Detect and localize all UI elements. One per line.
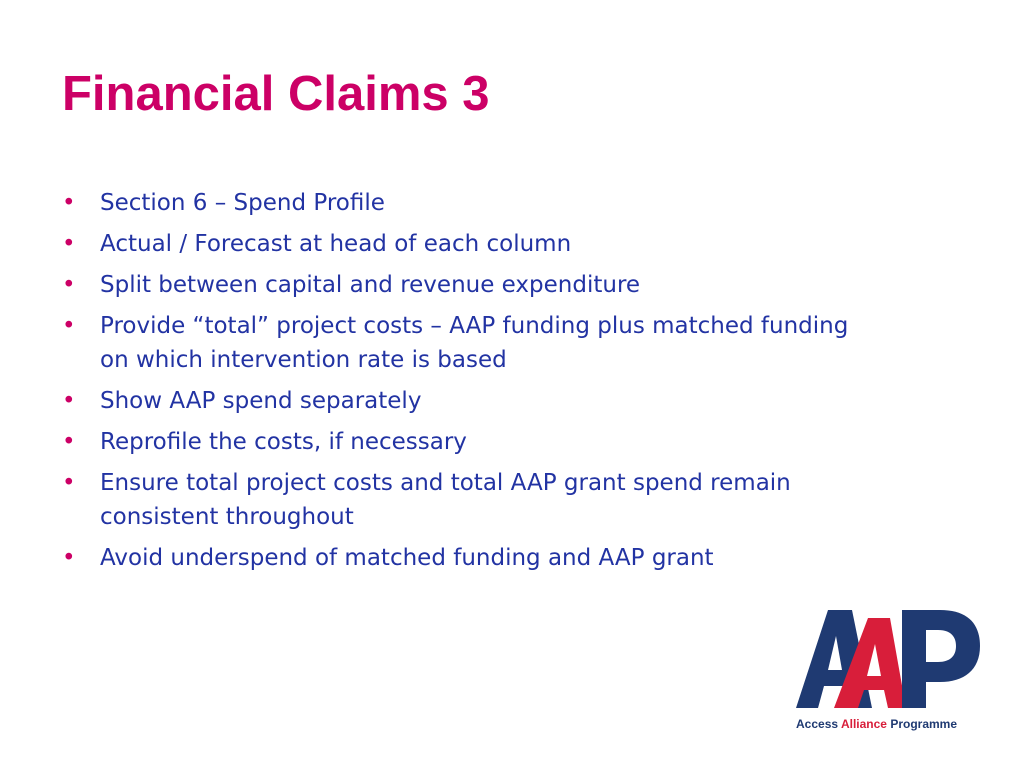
logo-wordmark: [796, 717, 957, 731]
logo-word-programme: Programme: [890, 717, 958, 731]
bullet-item: • Reprofile the costs, if necessary: [62, 425, 882, 459]
bullet-item: • Ensure total project costs and total AAP grant spend remain consistent throughout: [62, 466, 882, 534]
bullet-item: • Split between capital and revenue expenditure: [62, 268, 882, 302]
bullet-item: • Show AAP spend separately: [62, 384, 882, 418]
bullet-item: • Provide “total” project costs – AAP funding plus matched funding on which intervention rate is based: [62, 309, 882, 377]
aap-logo: [790, 600, 990, 740]
logo-word-alliance: Alliance: [840, 717, 887, 731]
logo-word-access: Access: [796, 717, 839, 731]
bullet-item: • Actual / Forecast at head of each column: [62, 227, 882, 261]
bullet-item: • Section 6 – Spend Profile: [62, 186, 882, 220]
bullet-item: • Avoid underspend of matched funding and AAP grant: [62, 541, 882, 575]
bullet-list: [62, 186, 882, 582]
aap-logo-mark-icon: [790, 600, 990, 715]
slide-title: Financial Claims 3: [62, 67, 490, 121]
